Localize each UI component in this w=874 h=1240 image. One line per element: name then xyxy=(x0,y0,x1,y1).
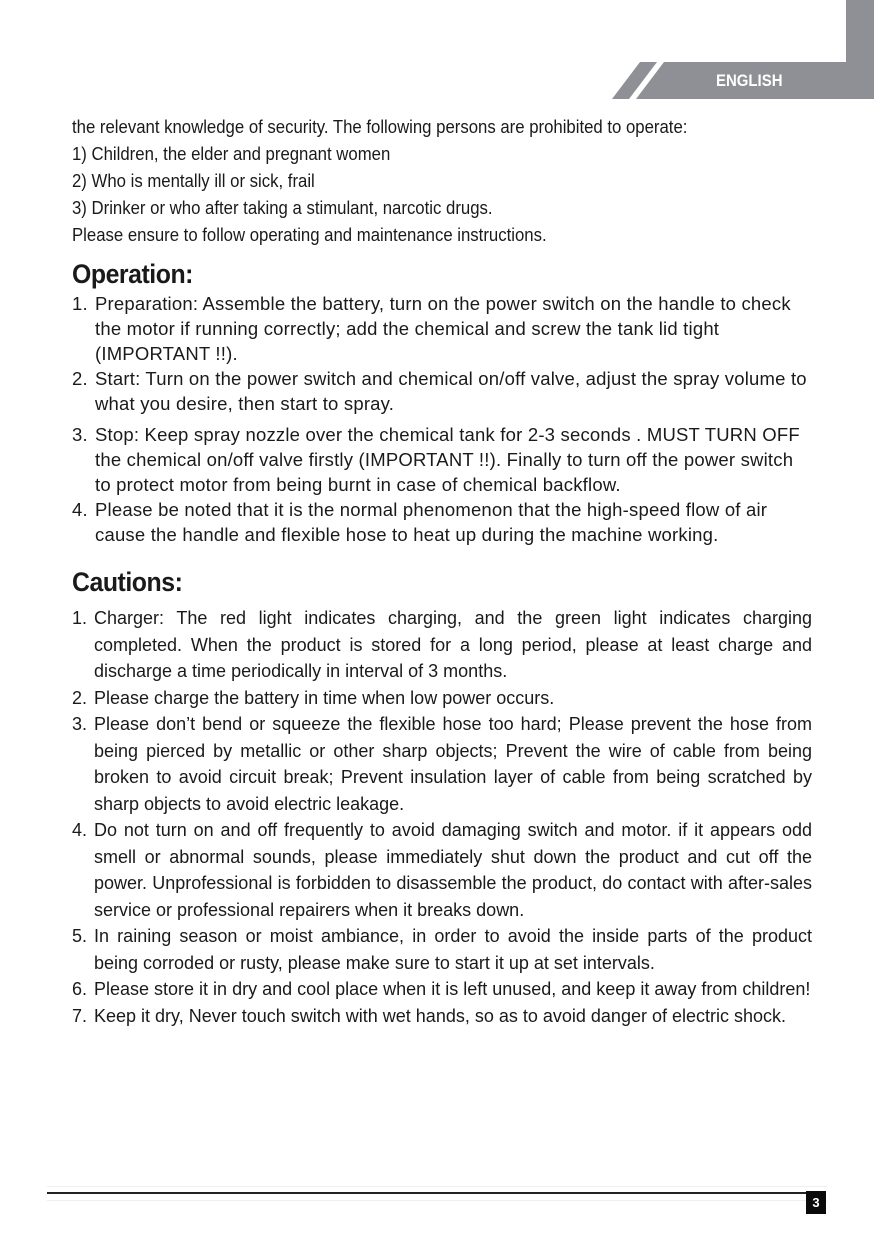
operation-item-number: 2. xyxy=(72,368,88,389)
intro-section xyxy=(72,114,812,249)
operation-item-text: Stop: Keep spray nozzle over the chemical tank for 2-3 seconds . MUST TURN OFF the chemical on/off valve firstly (IMPORTANT !!). Finally to turn off the power switch to protect motor from being burnt in case of chemical backflow. xyxy=(95,424,800,495)
caution-item xyxy=(72,711,812,817)
operation-item xyxy=(72,422,812,497)
operation-item-number: 3. xyxy=(72,424,88,445)
caution-item xyxy=(72,1003,812,1030)
caution-item-number: 4. xyxy=(72,820,88,840)
page-content xyxy=(72,114,812,1029)
intro-closing: Please ensure to follow operating and maintenance instructions. xyxy=(72,225,547,245)
language-tab-label: ENGLISH xyxy=(716,71,783,90)
caution-item-text: Keep it dry, Never touch switch with wet hands, so as to avoid danger of electric shock. xyxy=(94,1005,787,1026)
operation-heading: Operation: xyxy=(72,259,193,289)
caution-item-number: 2. xyxy=(72,687,88,708)
operation-item-text: Preparation: Assemble the battery, turn on the power switch on the handle to check the motor if running correctly; add the chemical and screw the tank lid tight (IMPORTANT !!). xyxy=(95,293,791,364)
caution-item-text: Do not turn on and off frequently to avoid damaging switch and motor. if it appears odd smell or abnormal sounds, please immediately shut down the product and cut off the power. Unprofessional is forbidden to disassemble the product, do contact with after-sales service or professional repairers when it breaks down. xyxy=(94,820,812,920)
caution-item xyxy=(72,976,812,1003)
intro-lead: the relevant knowledge of security. The following persons are prohibited to operate: xyxy=(72,117,688,137)
caution-item xyxy=(72,817,812,923)
caution-item-text: Please store it in dry and cool place when it is left unused, and keep it away from children! xyxy=(94,979,811,999)
caution-item-number: 6. xyxy=(72,979,88,999)
operation-item xyxy=(72,497,812,547)
caution-item xyxy=(72,923,812,976)
cautions-heading: Cautions: xyxy=(72,567,183,597)
caution-item-text: Please don’t bend or squeeze the flexible hose too hard; Please prevent the hose from being pierced by metallic or other sharp objects; Prevent the wire of cable from being broken to avoid circuit break; Prevent insulation layer of cable from being scratched by sharp objects to avoid electric leakage. xyxy=(94,714,812,814)
intro-item: 1) Children, the elder and pregnant women xyxy=(72,144,391,164)
operation-item-text: Start: Turn on the power switch and chemical on/off valve, adjust the spray volume to what you desire, then start to spray. xyxy=(95,368,807,414)
operation-item xyxy=(72,291,812,366)
operation-item-text: Please be noted that it is the normal phenomenon that the high-speed flow of air cause the handle and flexible hose to heat up during the machine working. xyxy=(95,499,768,545)
caution-item xyxy=(72,605,812,685)
page-number: 3 xyxy=(806,1191,826,1214)
cautions-list xyxy=(72,605,812,1029)
caution-item-text: Charger: The red light indicates charging, and the green light indicates charging completed. When the product is stored for a long period, please at least charge and discharge a time periodically in interval of 3 months. xyxy=(94,608,812,681)
footer-rule xyxy=(47,1192,806,1194)
caution-item-text: Please charge the battery in time when low power occurs. xyxy=(94,687,555,708)
operation-item-number: 4. xyxy=(72,499,88,520)
caution-item-number: 7. xyxy=(72,1005,88,1026)
intro-item: 3) Drinker or who after taking a stimulant, narcotic drugs. xyxy=(72,198,493,218)
caution-item-number: 5. xyxy=(72,926,88,946)
caution-item-number: 1. xyxy=(72,608,88,628)
caution-item-number: 3. xyxy=(72,714,88,734)
caution-item xyxy=(72,685,812,712)
caution-item-text: In raining season or moist ambiance, in order to avoid the inside parts of the product being corroded or rusty, please make sure to start it up at set intervals. xyxy=(94,926,812,973)
operation-item-number: 1. xyxy=(72,293,88,314)
intro-item: 2) Who is mentally ill or sick, frail xyxy=(72,171,315,191)
operation-item xyxy=(72,366,812,416)
operation-list xyxy=(72,291,812,547)
